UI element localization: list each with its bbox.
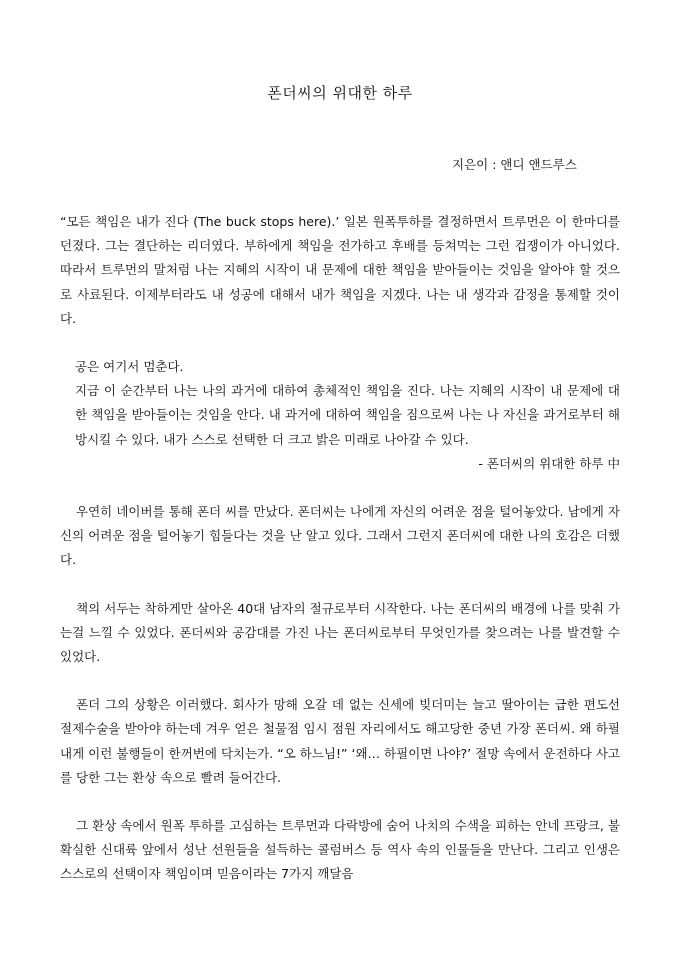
document-body	[60, 210, 620, 887]
paragraph-intro: “모든 책임은 내가 진다 (The buck stops here).’ 일본 원폭투하를 결정하면서 트루먼은 이 한마디를 던졌다. 그는 결단하는 리더였다. 부하에게 책임을 전가하고 후배를 등쳐먹는 그런 겁쟁이가 아니었다. 따라서 트루먼의 말처럼 나는 지혜의 시작이 내 문제에 대한 책임을 받아들이는 것임을 알아야 할 것으로 사료된다. 이제부터라도 내 성공에 대해서 내가 책임을 지겠다. 나는 내 생각과 감정을 통제할 것이다.	[60, 214, 620, 326]
quote-line-2: 지금 이 순간부터 나는 나의 과거에 대하여 총체적인 책임을 진다. 나는 지혜의 시작이 내 문제에 대한 책임을 받아들이는 것임을 안다. 내 과거에 대하여 책임을 짐으로써 나는 나 자신을 과거로부터 해방시킬 수 있다. 내가 스스로 선택한 더 크고 밝은 미래로 나아갈 수 있다.	[75, 383, 620, 447]
paragraph-5: 그 환상 속에서 원폭 투하를 고심하는 트루먼과 다락방에 숨어 나치의 수색을 피하는 안네 프랑크, 불확실한 신대륙 앞에서 성난 선원들을 설득하는 콜럼버스 등 역사 속의 인물들을 만난다. 그리고 인생은 스스로의 선택이자 책임이며 믿음이라는 7가지 깨달음	[60, 818, 620, 882]
author-line: 지은이 : 앤디 앤드루스	[452, 157, 577, 172]
paragraph-4: 폰더 그의 상황은 이러했다. 회사가 망해 오갈 데 없는 신세에 빚더미는 늘고 딸아이는 급한 편도선 절제수술을 받아야 하는데 겨우 얻은 철물점 임시 점원 자리에서도 해고당한 중년 가장 폰더씨. 왜 하필 내게 이런 불행들이 한꺼번에 닥치는가. “오 하느님!” ‘왜… 하필이면 나야?’ 절망 속에서 운전하다 사고를 당한 그는 환상 속으로 빨려 들어간다.	[60, 697, 620, 785]
paragraph-2: 우연히 네이버를 통해 폰더 씨를 만났다. 폰더씨는 나에게 자신의 어려운 점을 털어놓았다. 남에게 자신의 어려운 점을 털어놓기 힘들다는 것을 난 알고 있다. 그래서 그런지 폰더씨에 대한 나의 호감은 더했다.	[60, 504, 620, 568]
document-title: 폰더씨의 위대한 하루	[267, 84, 413, 102]
quote-source: - 폰더씨의 위대한 하루 中	[478, 455, 620, 471]
quote-block	[60, 355, 620, 476]
quote-line-1: 공은 여기서 멈춘다.	[75, 359, 184, 375]
paragraph-3: 책의 서두는 착하게만 살아온 40대 남자의 절규로부터 시작한다. 나는 폰더씨의 배경에 나를 맞춰 가는걸 느낄 수 있었다. 폰더씨와 공감대를 가진 나는 폰더씨로부터 무엇인가를 찾으려는 나를 발견할 수 있었다.	[60, 600, 620, 665]
